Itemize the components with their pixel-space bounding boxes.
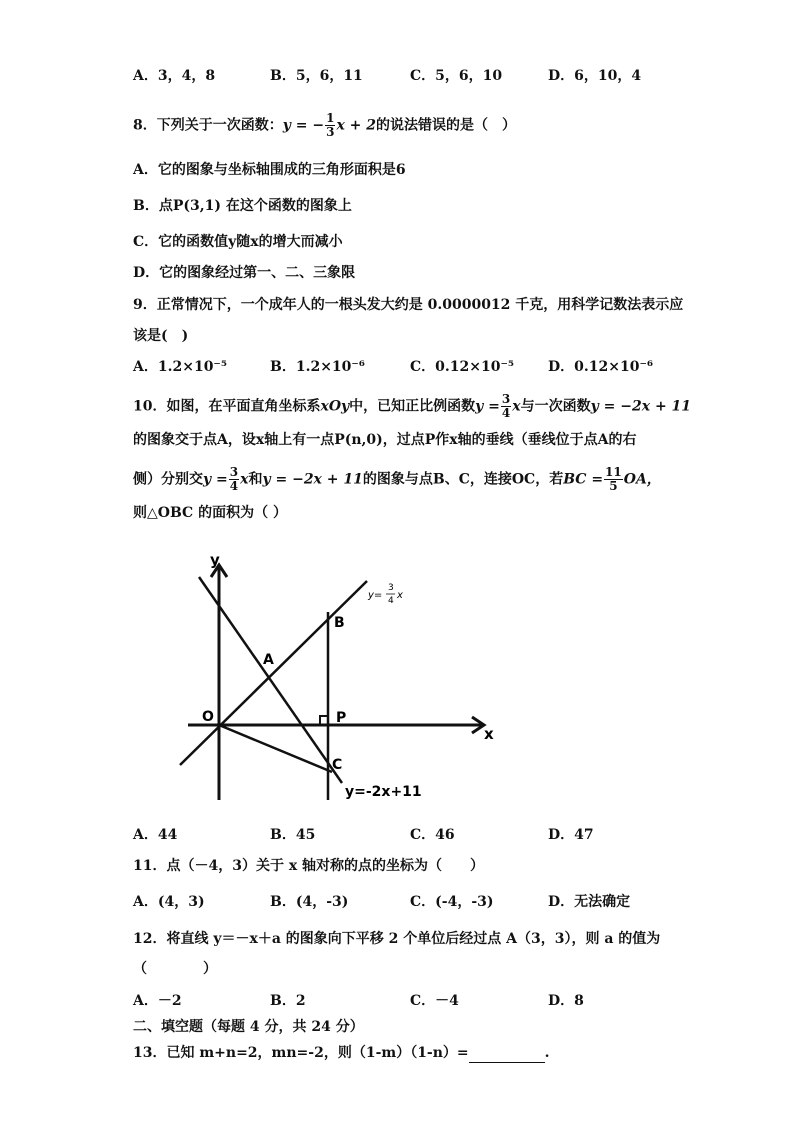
q9-stem-line2: 该是( ) <box>133 328 189 344</box>
label-b: B <box>334 615 345 631</box>
q11-stem: 11．点（－4，3）关于 x 轴对称的点的坐标为（ ） <box>133 858 485 874</box>
q7-option-a: A．3，4，8 <box>133 68 216 84</box>
q11-option-c: C．(-4，-3) <box>410 894 494 910</box>
q9-option-a: A．1.2×10⁻⁵ <box>133 359 227 375</box>
q10-option-c: C．46 <box>410 827 455 843</box>
q10-stem-line3: 侧）分别交y = $\frac{3}{4}$ x和y = −2x + 11的图象与点B、C，连接OC，若BC = $\frac{11}{5}$ OA， <box>133 465 661 493</box>
q11-option-b: B．(4，-3) <box>270 894 349 910</box>
q10-fraction-3-4: $\frac{3}{4}$ <box>501 392 511 420</box>
line-proportional <box>180 581 367 765</box>
q10-stem-line1: 10．如图，在平面直角坐标系xOy中，已知正比例函数y = $\frac{3}{4}$ x与一次函数y = −2x + 11 <box>133 392 692 420</box>
eq-linear-label: y=-2x+11 <box>345 784 422 800</box>
q10-coordinate-figure <box>170 545 510 810</box>
q10-stem-line2: 的图象交于点A，设x轴上有一点P(n,0)，过点P作x轴的垂线（垂线位于点A的右 <box>133 432 637 448</box>
q8-option-b: B．点P(3,1) 在这个函数的图象上 <box>133 198 352 214</box>
q7-option-b: B．5，6，11 <box>270 68 363 84</box>
q9-option-d: D．0.12×10⁻⁶ <box>548 359 653 375</box>
q12-option-d: D．8 <box>548 993 584 1009</box>
q10-fraction-3-4-b: $\frac{3}{4}$ <box>229 465 239 493</box>
q10-stem-line4: 则△OBC 的面积为（ ） <box>133 505 287 521</box>
q11-option-a: A．(4，3) <box>133 894 205 910</box>
q12-stem-line2: （ ） <box>133 961 217 977</box>
label-a: A <box>263 652 274 668</box>
q7-option-c: C．5，6，10 <box>410 68 503 84</box>
q9-stem-line1: 9．正常情况下，一个成年人的一根头发大约是 0.0000012 千克，用科学记数法表示应 <box>133 297 684 313</box>
label-x: x <box>484 725 494 743</box>
q9-option-c: C．0.12×10⁻⁵ <box>410 359 514 375</box>
q10-fraction-11-5: $\frac{11}{5}$ <box>605 465 622 493</box>
q9-option-b: B．1.2×10⁻⁶ <box>270 359 365 375</box>
q7-option-d: D．6，10，4 <box>548 68 642 84</box>
q8-stem: 8．下列关于一次函数：y = − $\frac{1}{3}$ x + 2的说法错误的是（ ） <box>133 111 517 139</box>
label-o: O <box>202 709 214 725</box>
q12-option-a: A．－2 <box>133 993 182 1009</box>
eq-prop-den: 4 <box>388 596 394 606</box>
q8-option-a: A．它的图象与坐标轴围成的三角形面积是6 <box>133 162 406 178</box>
label-p: P <box>336 710 347 726</box>
q12-option-b: B．2 <box>270 993 306 1009</box>
q10-option-b: B．45 <box>270 827 316 843</box>
label-y: y <box>210 551 220 569</box>
q8-fraction: $\frac{1}{3}$ <box>326 111 335 139</box>
eq-prop-num: 3 <box>388 583 394 593</box>
q11-option-d: D．无法确定 <box>548 894 631 910</box>
section-heading-fill-in: 二、填空题（每题 4 分，共 24 分） <box>133 1019 364 1035</box>
q10-option-d: D．47 <box>548 827 594 843</box>
segment-oc <box>219 725 332 772</box>
eq-prop-x: x <box>397 590 403 601</box>
q8-option-d: D．它的图象经过第一、二、三象限 <box>133 265 356 281</box>
label-c: C <box>332 757 343 773</box>
eq-prop-label: y= <box>368 590 383 601</box>
q13-answer-blank[interactable] <box>469 1048 545 1063</box>
q12-option-c: C．－4 <box>410 993 459 1009</box>
q12-stem-line1: 12．将直线 y＝－x＋a 的图象向下平移 2 个单位后经过点 A（3，3），则 a 的值为 <box>133 931 661 947</box>
q13-stem: 13．已知 m+n=2，mn=-2，则（1-m）（1-n）= . <box>133 1045 550 1061</box>
q10-option-a: A．44 <box>133 827 178 843</box>
q8-option-c: C．它的函数值y随x的增大而减小 <box>133 234 343 250</box>
